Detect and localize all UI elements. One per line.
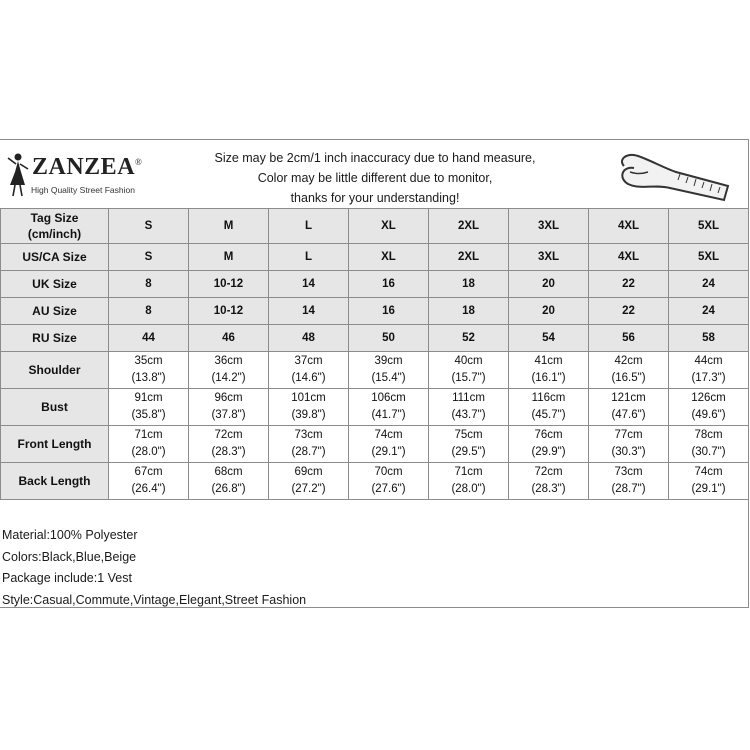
notice-line: Size may be 2cm/1 inch inaccuracy due to hand measure, bbox=[214, 151, 536, 165]
cell-cm-value: 77cm bbox=[614, 429, 643, 441]
row-label: Tag Size (cm/inch) bbox=[1, 209, 109, 244]
table-cell bbox=[189, 389, 269, 426]
cell-inch-value: (37.8") bbox=[211, 409, 246, 421]
size-header-cell: 5XL bbox=[669, 209, 749, 244]
cell-cm-value: 78cm bbox=[694, 429, 723, 441]
table-cell bbox=[509, 426, 589, 463]
table-cell bbox=[589, 463, 669, 500]
cell-cm-value: 71cm bbox=[134, 429, 163, 441]
cell-cm-value: 36cm bbox=[214, 355, 243, 367]
cell-inch-value: (28.7") bbox=[611, 483, 646, 495]
cell-cm-value: 74cm bbox=[374, 429, 403, 441]
cell-inch-value: (29.5") bbox=[451, 446, 486, 458]
row-label: RU Size bbox=[1, 325, 109, 352]
size-header-cell: XL bbox=[349, 209, 429, 244]
table-cell bbox=[269, 426, 349, 463]
size-chart-card bbox=[0, 139, 749, 608]
cell-inch-value: (28.3") bbox=[211, 446, 246, 458]
table-cell bbox=[429, 426, 509, 463]
cell-cm-value: 96cm bbox=[214, 392, 243, 404]
row-label: UK Size bbox=[1, 271, 109, 298]
table-cell bbox=[109, 463, 189, 500]
table-cell bbox=[189, 352, 269, 389]
table-cell bbox=[109, 389, 189, 426]
table-cell: 24 bbox=[669, 271, 749, 298]
row-label: Bust bbox=[1, 389, 109, 426]
cell-inch-value: (43.7") bbox=[451, 409, 486, 421]
cell-inch-value: (15.7") bbox=[451, 372, 486, 384]
table-cell: 18 bbox=[429, 298, 509, 325]
cell-inch-value: (17.3") bbox=[691, 372, 726, 384]
cell-cm-value: 73cm bbox=[294, 429, 323, 441]
table-cell: 8 bbox=[109, 298, 189, 325]
cell-cm-value: 70cm bbox=[374, 466, 403, 478]
cell-inch-value: (49.6") bbox=[691, 409, 726, 421]
cell-cm-value: 41cm bbox=[534, 355, 563, 367]
size-header-cell: M bbox=[189, 209, 269, 244]
cell-cm-value: 106cm bbox=[371, 392, 406, 404]
table-cell bbox=[269, 463, 349, 500]
cell-inch-value: (14.2") bbox=[211, 372, 246, 384]
table-cell: 10-12 bbox=[189, 271, 269, 298]
measurement-row bbox=[1, 463, 749, 500]
cell-cm-value: 39cm bbox=[374, 355, 403, 367]
cell-inch-value: (41.7") bbox=[371, 409, 406, 421]
spec-material: Material:100% Polyester bbox=[2, 528, 138, 542]
table-cell: S bbox=[109, 244, 189, 271]
table-cell bbox=[509, 389, 589, 426]
size-table bbox=[0, 208, 749, 500]
table-cell: 22 bbox=[589, 271, 669, 298]
cell-cm-value: 69cm bbox=[294, 466, 323, 478]
table-cell bbox=[429, 463, 509, 500]
size-header-cell: 4XL bbox=[589, 209, 669, 244]
table-cell: 5XL bbox=[669, 244, 749, 271]
cell-inch-value: (26.4") bbox=[131, 483, 166, 495]
measuring-tape-icon bbox=[612, 144, 730, 204]
size-standard-row bbox=[1, 244, 749, 271]
table-cell bbox=[429, 389, 509, 426]
size-header-cell: S bbox=[109, 209, 189, 244]
table-cell: L bbox=[269, 244, 349, 271]
cell-inch-value: (28.0") bbox=[451, 483, 486, 495]
cell-cm-value: 40cm bbox=[454, 355, 483, 367]
size-header-cell: 2XL bbox=[429, 209, 509, 244]
cell-cm-value: 101cm bbox=[291, 392, 326, 404]
tag-size-row bbox=[1, 209, 749, 244]
table-cell bbox=[189, 426, 269, 463]
table-cell bbox=[349, 389, 429, 426]
cell-cm-value: 67cm bbox=[134, 466, 163, 478]
cell-cm-value: 71cm bbox=[454, 466, 483, 478]
cell-inch-value: (26.8") bbox=[211, 483, 246, 495]
table-cell: 54 bbox=[509, 325, 589, 352]
table-cell: 22 bbox=[589, 298, 669, 325]
table-cell: M bbox=[189, 244, 269, 271]
table-cell: 44 bbox=[109, 325, 189, 352]
table-cell: 58 bbox=[669, 325, 749, 352]
table-cell bbox=[349, 426, 429, 463]
table-cell bbox=[269, 389, 349, 426]
cell-inch-value: (27.6") bbox=[371, 483, 406, 495]
cell-cm-value: 72cm bbox=[534, 466, 563, 478]
table-cell bbox=[189, 463, 269, 500]
table-cell: 8 bbox=[109, 271, 189, 298]
cell-cm-value: 116cm bbox=[531, 392, 566, 404]
cell-cm-value: 75cm bbox=[454, 429, 483, 441]
table-cell bbox=[349, 463, 429, 500]
table-cell bbox=[589, 352, 669, 389]
table-cell bbox=[349, 352, 429, 389]
cell-inch-value: (45.7") bbox=[531, 409, 566, 421]
table-cell bbox=[509, 463, 589, 500]
table-cell bbox=[109, 426, 189, 463]
table-cell: 46 bbox=[189, 325, 269, 352]
table-cell bbox=[669, 463, 749, 500]
size-standard-row bbox=[1, 271, 749, 298]
cell-cm-value: 76cm bbox=[534, 429, 563, 441]
cell-inch-value: (29.1") bbox=[371, 446, 406, 458]
cell-cm-value: 42cm bbox=[614, 355, 643, 367]
brand-name: ZANZEA® bbox=[32, 154, 143, 180]
table-cell: XL bbox=[349, 244, 429, 271]
table-cell: 50 bbox=[349, 325, 429, 352]
cell-inch-value: (28.3") bbox=[531, 483, 566, 495]
table-cell bbox=[669, 426, 749, 463]
row-label: AU Size bbox=[1, 298, 109, 325]
cell-cm-value: 73cm bbox=[614, 466, 643, 478]
size-header-cell: L bbox=[269, 209, 349, 244]
row-label: Shoulder bbox=[1, 352, 109, 389]
cell-inch-value: (30.7") bbox=[691, 446, 726, 458]
cell-inch-value: (15.4") bbox=[371, 372, 406, 384]
table-cell: 14 bbox=[269, 271, 349, 298]
row-label: Back Length bbox=[1, 463, 109, 500]
measurement-row bbox=[1, 426, 749, 463]
table-cell bbox=[589, 426, 669, 463]
cell-cm-value: 68cm bbox=[214, 466, 243, 478]
spec-package: Package include:1 Vest bbox=[2, 571, 132, 585]
table-cell bbox=[269, 352, 349, 389]
cell-cm-value: 74cm bbox=[694, 466, 723, 478]
table-cell: 16 bbox=[349, 298, 429, 325]
cell-inch-value: (27.2") bbox=[291, 483, 326, 495]
table-cell: 24 bbox=[669, 298, 749, 325]
cell-cm-value: 126cm bbox=[691, 392, 726, 404]
chart-header bbox=[0, 140, 749, 208]
cell-inch-value: (13.8") bbox=[131, 372, 166, 384]
table-cell: 20 bbox=[509, 298, 589, 325]
table-cell bbox=[669, 389, 749, 426]
size-standard-row bbox=[1, 298, 749, 325]
table-cell bbox=[589, 389, 669, 426]
cell-inch-value: (16.5") bbox=[611, 372, 646, 384]
table-cell: 20 bbox=[509, 271, 589, 298]
row-label: Front Length bbox=[1, 426, 109, 463]
size-standard-row bbox=[1, 325, 749, 352]
notice-line: Color may be little different due to monitor, bbox=[257, 171, 493, 185]
cell-cm-value: 121cm bbox=[611, 392, 646, 404]
row-label: US/CA Size bbox=[1, 244, 109, 271]
brand-logo bbox=[6, 148, 156, 203]
cell-cm-value: 44cm bbox=[694, 355, 723, 367]
cell-cm-value: 91cm bbox=[134, 392, 163, 404]
cell-inch-value: (35.8") bbox=[131, 409, 166, 421]
measurement-row bbox=[1, 352, 749, 389]
cell-inch-value: (39.8") bbox=[291, 409, 326, 421]
spec-colors: Colors:Black,Blue,Beige bbox=[2, 549, 137, 564]
cell-inch-value: (29.1") bbox=[691, 483, 726, 495]
table-cell bbox=[669, 352, 749, 389]
notice-line: thanks for your understanding! bbox=[290, 191, 460, 205]
cell-cm-value: 37cm bbox=[294, 355, 323, 367]
table-cell: 2XL bbox=[429, 244, 509, 271]
table-cell: 18 bbox=[429, 271, 509, 298]
table-cell bbox=[509, 352, 589, 389]
cell-inch-value: (28.0") bbox=[131, 446, 166, 458]
cell-inch-value: (14.6") bbox=[291, 372, 326, 384]
size-header-cell: 3XL bbox=[509, 209, 589, 244]
table-cell: 4XL bbox=[589, 244, 669, 271]
cell-inch-value: (29.9") bbox=[531, 446, 566, 458]
cell-cm-value: 72cm bbox=[214, 429, 243, 441]
table-cell: 3XL bbox=[509, 244, 589, 271]
dancing-woman-icon bbox=[6, 152, 32, 198]
product-specs bbox=[2, 525, 306, 611]
table-cell: 16 bbox=[349, 271, 429, 298]
measurement-row bbox=[1, 389, 749, 426]
spec-style: Style:Casual,Commute,Vintage,Elegant,Street Fashion bbox=[2, 592, 307, 607]
table-cell bbox=[429, 352, 509, 389]
cell-inch-value: (30.3") bbox=[611, 446, 646, 458]
table-cell: 52 bbox=[429, 325, 509, 352]
measurement-notice bbox=[170, 148, 580, 208]
table-cell bbox=[109, 352, 189, 389]
cell-inch-value: (47.6") bbox=[611, 409, 646, 421]
cell-cm-value: 35cm bbox=[134, 355, 163, 367]
table-cell: 56 bbox=[589, 325, 669, 352]
table-cell: 14 bbox=[269, 298, 349, 325]
cell-inch-value: (28.7") bbox=[291, 446, 326, 458]
brand-tagline: High Quality Street Fashion bbox=[31, 185, 135, 195]
table-cell: 48 bbox=[269, 325, 349, 352]
table-cell: 10-12 bbox=[189, 298, 269, 325]
cell-inch-value: (16.1") bbox=[531, 372, 566, 384]
cell-cm-value: 111cm bbox=[452, 392, 485, 404]
